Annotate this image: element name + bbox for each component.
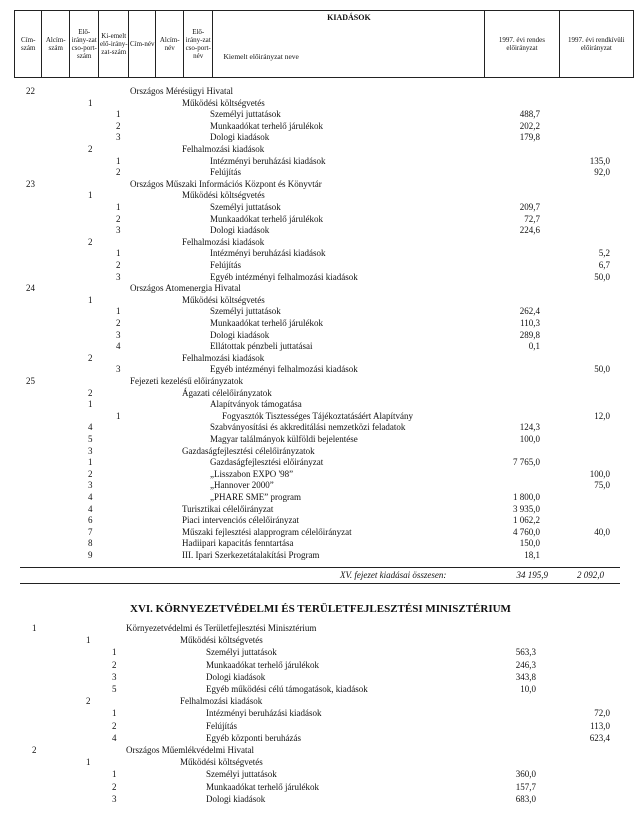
- row-name: Felhalmozási kiadások: [182, 236, 265, 247]
- row-alcim-number: 1: [86, 757, 91, 768]
- row-name: Országos Műemlékvédelmi Hivatal: [126, 745, 254, 755]
- row-name: Személyi juttatások: [210, 306, 281, 317]
- row-alcim-number: 2: [88, 144, 93, 154]
- table-row: [0, 720, 635, 732]
- table-row: [0, 317, 635, 329]
- table-row: [0, 732, 635, 744]
- row-name: Működési költségvetés: [182, 190, 265, 201]
- row-csoport-number: 1: [88, 457, 93, 468]
- table-row: [0, 468, 635, 480]
- row-name: Dologi kiadások: [206, 793, 266, 804]
- row-rendes-value: 209,7: [519, 202, 540, 212]
- table-row: [0, 695, 635, 707]
- row-name: Fogyasztók Tisztességes Tájékoztatásáért Alapítvány: [222, 410, 414, 421]
- row-name: Egyéb intézményi felhalmozási kiadások: [210, 364, 358, 375]
- table-row: [0, 143, 635, 155]
- table-row: [0, 622, 635, 634]
- row-cim-number: 2: [32, 745, 37, 755]
- table-row: [0, 537, 635, 549]
- sum-divider-bottom: [20, 583, 620, 584]
- row-name: Dologi kiadások: [210, 225, 270, 236]
- table-row: [0, 433, 635, 445]
- row-rendkivuli-value: 92,0: [594, 167, 610, 178]
- row-rendes-value: 124,3: [519, 422, 540, 433]
- table-row: [0, 271, 635, 283]
- header-kiemelt-nev: Kiemelt előirányzat neve: [223, 52, 299, 61]
- sum-rendes: 34 195,9: [516, 570, 548, 580]
- row-rendes-value: 1 062,2: [513, 515, 540, 526]
- row-rendkivuli-value: 100,0: [589, 468, 610, 479]
- row-csoport-number: 1: [88, 399, 93, 410]
- row-rendes-value: 488,7: [519, 109, 540, 120]
- table-row: [0, 634, 635, 646]
- row-alcim-number: 3: [88, 445, 93, 456]
- row-kiemelt-number: 1: [116, 155, 121, 166]
- row-rendes-value: 0,1: [528, 341, 540, 352]
- row-rendes-value: 1 800,0: [513, 492, 540, 502]
- row-rendes-value: 343,8: [515, 671, 536, 682]
- row-kiemelt-number: 4: [116, 341, 121, 352]
- table-row: [0, 120, 635, 132]
- table-row: [0, 387, 635, 399]
- row-kiemelt-number: 2: [112, 659, 117, 670]
- sum-divider-top: [20, 567, 620, 568]
- row-kiemelt-number: 1: [116, 248, 121, 259]
- row-name: Felhalmozási kiadások: [182, 144, 265, 154]
- row-name: Környezetvédelmi és Területfejlesztési Minisztérium: [126, 623, 317, 633]
- row-rendkivuli-value: 40,0: [594, 526, 610, 537]
- table-row: [0, 352, 635, 364]
- row-kiemelt-number: 1: [112, 647, 117, 658]
- row-rendes-value: 110,3: [520, 318, 540, 328]
- row-kiemelt-number: 1: [116, 410, 121, 421]
- row-csoport-number: 4: [88, 422, 93, 433]
- row-name: Fejezeti kezelésű előirányzatok: [130, 376, 243, 386]
- table-row: [0, 166, 635, 178]
- row-name: Dologi kiadások: [210, 132, 270, 143]
- row-alcim-number: 2: [86, 696, 91, 707]
- row-alcim-number: 4: [88, 503, 93, 514]
- table-row: [0, 294, 635, 306]
- row-name: Egyéb intézményi felhalmozási kiadások: [210, 271, 358, 282]
- row-name: Működési költségvetés: [180, 635, 263, 646]
- row-name: Személyi juttatások: [206, 647, 277, 658]
- table-row: [0, 329, 635, 341]
- row-name: Gazdaságfejlesztési előirányzat: [210, 457, 324, 468]
- table-row: [0, 247, 635, 259]
- row-name: Egyéb központi beruházás: [206, 732, 301, 743]
- row-rendes-value: 262,4: [519, 306, 540, 317]
- table-row: [0, 97, 635, 109]
- row-rendes-value: 7 765,0: [513, 457, 540, 468]
- row-rendes-value: 72,7: [524, 213, 540, 224]
- row-rendkivuli-value: 6,7: [598, 260, 610, 270]
- row-rendes-value: 224,6: [519, 225, 540, 236]
- row-name: „Lisszabon EXPO '98”: [210, 468, 294, 479]
- row-name: Országos Műszaki Információs Központ és Könyvtár: [130, 178, 322, 189]
- row-kiemelt-number: 3: [116, 329, 121, 340]
- row-name: Országos Mérésügyi Hivatal: [130, 86, 233, 96]
- row-alcim-number: 9: [88, 550, 93, 560]
- row-name: Intézményi beruházási kiadások: [210, 155, 326, 166]
- row-alcim-number: 1: [88, 294, 93, 305]
- row-name: Intézményi beruházási kiadások: [206, 708, 322, 719]
- row-kiemelt-number: 1: [112, 769, 117, 780]
- row-alcim-number: 1: [88, 97, 93, 108]
- table-row: [0, 707, 635, 719]
- table-row: [0, 259, 635, 271]
- row-name: Alapítványok támogatása: [210, 399, 302, 410]
- sum-rendkivuli: 2 092,0: [577, 570, 604, 580]
- table-row: [0, 85, 635, 97]
- row-name: Dologi kiadások: [206, 671, 266, 682]
- row-rendkivuli-value: 72,0: [594, 708, 610, 719]
- row-name: Felújítás: [210, 167, 241, 178]
- row-kiemelt-number: 1: [112, 708, 117, 719]
- row-name: Működési költségvetés: [182, 294, 265, 305]
- row-cim-number: 1: [32, 623, 37, 633]
- row-name: Munkaadókat terhelő járulékok: [206, 659, 319, 670]
- row-alcim-number: 8: [88, 538, 93, 549]
- table-row: [0, 445, 635, 457]
- table-row: [0, 456, 635, 468]
- table-row: [0, 282, 635, 294]
- row-cim-number: 23: [26, 178, 35, 189]
- row-rendkivuli-value: 50,0: [594, 364, 610, 375]
- table-row: [0, 768, 635, 780]
- row-name: Felhalmozási kiadások: [180, 696, 263, 707]
- table-row: [0, 646, 635, 658]
- row-rendkivuli-value: 5,2: [598, 248, 610, 259]
- row-name: Dologi kiadások: [210, 329, 270, 340]
- row-rendes-value: 18,1: [524, 550, 540, 560]
- row-kiemelt-number: 3: [112, 793, 117, 804]
- row-name: Országos Atomenergia Hivatal: [130, 283, 241, 294]
- row-rendkivuli-value: 75,0: [594, 480, 610, 491]
- row-name: Gazdaságfejlesztési célelőirányzatok: [182, 445, 315, 456]
- table-row: [0, 503, 635, 515]
- table-row: [0, 744, 635, 756]
- row-csoport-number: 2: [88, 468, 93, 479]
- header-eloiranyzat-csoport-szam: Elő-irány-zat cso-port-szám: [69, 11, 99, 78]
- row-name: Műszaki fejlesztési alapprogram célelőirányzat: [182, 526, 352, 537]
- row-kiemelt-number: 2: [116, 260, 121, 270]
- table-row: [0, 155, 635, 167]
- row-name: Felhalmozási kiadások: [182, 352, 265, 363]
- row-name: Szabványosítási és akkreditálási nemzetközi feladatok: [210, 422, 406, 433]
- row-csoport-number: 3: [88, 480, 93, 491]
- row-kiemelt-number: 2: [116, 213, 121, 224]
- table-row: [0, 224, 635, 236]
- row-kiemelt-number: 3: [112, 671, 117, 682]
- table-row: [0, 659, 635, 671]
- row-name: Munkaadókat terhelő járulékok: [210, 318, 323, 328]
- row-name: Turisztikai célelőirányzat: [182, 503, 274, 514]
- row-name: Piaci intervenciós célelőirányzat: [182, 515, 299, 526]
- row-name: Személyi juttatások: [210, 202, 281, 212]
- row-kiemelt-number: 1: [116, 109, 121, 120]
- table-row: [0, 213, 635, 225]
- row-alcim-number: 6: [88, 515, 93, 526]
- header-rendkivuli: 1997. évi rendkívüli előirányzat: [559, 11, 633, 78]
- row-name: Egyéb működési célú támogatások, kiadások: [206, 684, 368, 694]
- table-row: [0, 793, 635, 805]
- row-cim-number: 25: [26, 376, 35, 386]
- row-rendkivuli-value: 135,0: [589, 155, 610, 166]
- row-name: Ellátottak pénzbeli juttatásai: [210, 341, 313, 352]
- row-name: Intézményi beruházási kiadások: [210, 248, 326, 259]
- table-row: [0, 671, 635, 683]
- section-title: XVI. KÖRNYEZETVÉDELMI ÉS TERÜLETFEJLESZTÉSI MINISZTÉRIUM: [130, 603, 511, 615]
- row-name: Felújítás: [206, 720, 237, 731]
- row-name: Munkaadókat terhelő járulékok: [210, 213, 323, 224]
- row-kiemelt-number: 3: [116, 225, 121, 236]
- row-rendkivuli-value: 113,0: [590, 720, 610, 731]
- row-csoport-number: 5: [88, 434, 93, 444]
- table-row: [0, 410, 635, 422]
- row-name: Működési költségvetés: [180, 757, 263, 768]
- header-alcim-szam: Alcím-szám: [42, 11, 69, 78]
- row-name: Felújítás: [210, 260, 241, 270]
- row-name: Ágazati célelőirányzatok: [182, 387, 272, 398]
- header-eloiranyzat-csoport-nev: Elő-irány-zat cso-port-név: [183, 11, 213, 78]
- table-row: [0, 375, 635, 387]
- row-kiemelt-number: 2: [116, 167, 121, 178]
- table-row: [0, 526, 635, 538]
- row-name: III. Ipari Szerkezetátalakítási Program: [182, 550, 320, 560]
- row-alcim-number: 2: [88, 352, 93, 363]
- row-kiemelt-number: 2: [112, 781, 117, 792]
- table-row: [0, 189, 635, 201]
- table-row: [0, 491, 635, 503]
- row-cim-number: 24: [26, 283, 35, 294]
- row-name: „PHARE SME” program: [210, 492, 301, 502]
- row-name: Személyi juttatások: [206, 769, 277, 780]
- table-row: [0, 363, 635, 375]
- row-rendes-value: 360,0: [515, 769, 536, 780]
- table-row: [0, 305, 635, 317]
- row-name: Munkaadókat terhelő járulékok: [206, 781, 319, 792]
- row-name: „Hannover 2000”: [210, 480, 274, 491]
- row-kiemelt-number: 3: [116, 271, 121, 282]
- row-kiemelt-number: 4: [112, 732, 117, 743]
- table-row: [0, 201, 635, 213]
- row-alcim-number: 1: [86, 635, 91, 646]
- row-rendes-value: 179,8: [519, 132, 540, 143]
- row-kiemelt-number: 2: [112, 720, 117, 731]
- row-rendkivuli-value: 50,0: [594, 271, 610, 282]
- header-cim-nev: Cím-név: [129, 11, 156, 78]
- row-kiemelt-number: 2: [116, 120, 121, 131]
- table-row: [0, 131, 635, 143]
- row-rendes-value: 4 760,0: [513, 526, 540, 537]
- row-rendes-value: 289,8: [519, 329, 540, 340]
- row-rendes-value: 10,0: [520, 684, 536, 694]
- table-row: [0, 236, 635, 248]
- row-rendes-value: 157,7: [515, 781, 536, 792]
- row-name: Működési költségvetés: [182, 97, 265, 108]
- row-rendkivuli-value: 623,4: [589, 732, 610, 743]
- row-rendkivuli-value: 12,0: [594, 410, 610, 421]
- row-kiemelt-number: 5: [112, 684, 117, 694]
- table-row: [0, 781, 635, 793]
- row-rendes-value: 683,0: [515, 793, 536, 804]
- row-alcim-number: 2: [88, 236, 93, 247]
- table-row: [0, 340, 635, 352]
- row-rendes-value: 202,2: [519, 120, 540, 131]
- row-kiemelt-number: 2: [116, 318, 121, 328]
- row-kiemelt-number: 3: [116, 132, 121, 143]
- table-row: [0, 398, 635, 410]
- row-csoport-number: 4: [88, 492, 93, 502]
- row-kiemelt-number: 1: [116, 306, 121, 317]
- row-rendes-value: 246,3: [515, 659, 536, 670]
- row-alcim-number: 2: [88, 387, 93, 398]
- table-row: [0, 514, 635, 526]
- header-rendes: 1997. évi rendes előirányzat: [485, 11, 559, 78]
- row-cim-number: 22: [26, 86, 35, 96]
- table-row: [0, 549, 635, 561]
- table-row: [0, 756, 635, 768]
- header-alcim-nev: Alcím-név: [156, 11, 183, 78]
- row-name: Hadiipari kapacitás fenntartása: [182, 538, 294, 549]
- row-kiemelt-number: 3: [116, 364, 121, 375]
- row-rendes-value: 3 935,0: [513, 503, 540, 514]
- sum-label: XV. fejezet kiadásai összesen:: [340, 570, 447, 580]
- table-row: [0, 108, 635, 120]
- table-row: [0, 421, 635, 433]
- header-cim-szam: Cím-szám: [15, 11, 42, 78]
- row-rendes-value: 150,0: [519, 538, 540, 549]
- table-row: [0, 178, 635, 190]
- row-name: Személyi juttatások: [210, 109, 281, 120]
- table-row: [0, 683, 635, 695]
- row-rendes-value: 563,3: [515, 647, 536, 658]
- row-alcim-number: 7: [88, 526, 93, 537]
- row-alcim-number: 1: [88, 190, 93, 201]
- row-rendes-value: 100,0: [519, 434, 540, 444]
- header-kiemelt-eloiranyzat-szam: Ki-emelt elő-irány-zat-szám: [99, 11, 129, 78]
- row-name: Munkaadókat terhelő járulékok: [210, 120, 323, 131]
- row-kiemelt-number: 1: [116, 202, 121, 212]
- table-row: [0, 479, 635, 491]
- header-kiadasok-title: KIADÁSOK: [327, 13, 371, 22]
- row-name: Magyar találmányok külföldi bejelentése: [210, 434, 358, 444]
